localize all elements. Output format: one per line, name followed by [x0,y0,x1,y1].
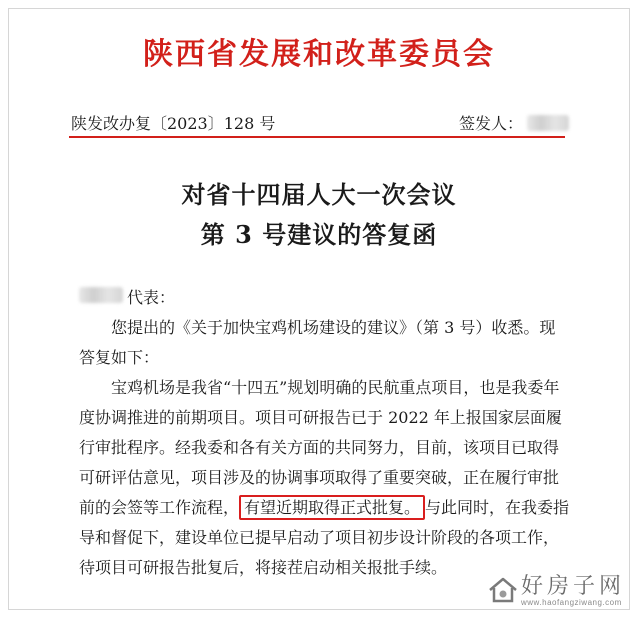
signer [459,111,569,134]
paragraph-1-line2: 答复如下： [79,348,160,367]
paragraph-2-line5 [79,493,619,523]
paragraph-2-line4: 可研评估意见，项目涉及的协调事项取得了重要突破，正在履行审批 [79,468,560,487]
watermark-text-group [521,574,625,607]
delegate-name-redacted [79,287,123,303]
paragraph-2-line7: 待项目可研报告批复后，将接茬启动相关报批手续。 [79,558,448,577]
watermark [487,571,627,609]
paragraph-2-line5-post: 与此同时，在我委指 [425,498,570,517]
letter-body [79,283,619,583]
doc-number: 陕发改办复〔2023〕128 号 [71,114,276,133]
org-title: 陕西省发展和改革委员会 [143,37,495,72]
document-page [8,8,630,610]
red-divider [69,136,565,138]
salutation-text: 代表： [127,288,176,307]
doc-title [9,175,629,255]
paragraph-2-line6: 导和督促下，建设单位已提早启动了项目初步设计阶段的各项工作， [79,528,560,547]
doc-meta-row [71,111,569,134]
signer-name-redacted [527,115,569,131]
paragraph-2-line5-pre: 前的会签等工作流程， [79,498,240,517]
house-icon [487,574,519,606]
doc-title-line1: 对省十四届人大一次会议 [181,180,457,209]
signer-label: 签发人： [458,114,523,133]
paragraph-1-line1: 您提出的《关于加快宝鸡机场建设的建议》（第 3 号）收悉。现 [111,318,556,337]
doc-title-line2: 第 3 号建议的答复函 [200,220,438,249]
paragraph-2-line2: 度协调推进的前期项目。项目可研报告已于 2022 年上报国家层面履 [79,408,562,427]
paragraph-2-line1: 宝鸡机场是我省“十四五”规划明确的民航重点项目，也是我委年 [111,378,560,397]
highlighted-approval-text: 有望近期取得正式批复。 [239,495,425,520]
paragraph-2-line3: 行审批程序。经我委和各有关方面的共同努力，目前，该项目已取得 [79,438,560,457]
salutation [79,283,619,313]
watermark-text: 好房子网 [521,572,626,598]
watermark-url: www.haofangziwang.com [521,597,622,607]
